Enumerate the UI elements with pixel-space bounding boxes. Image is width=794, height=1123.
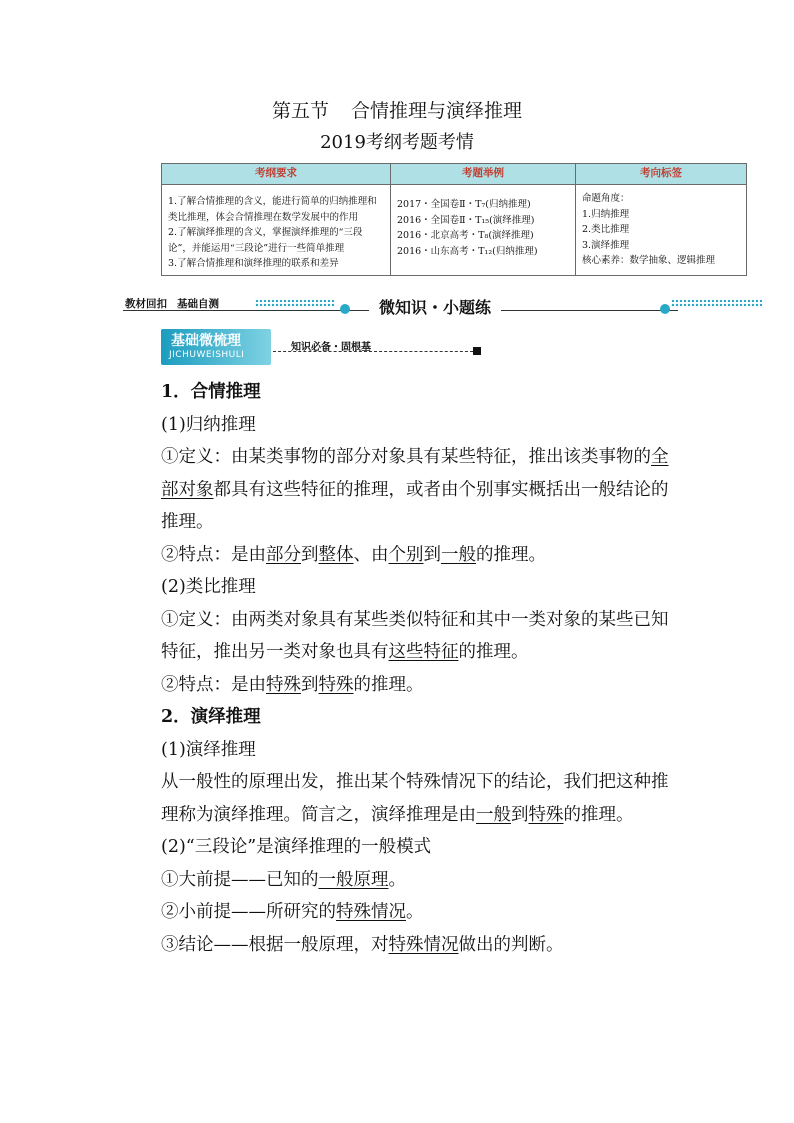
table-header: 考向标签 (576, 164, 747, 185)
underlined-term: 这些特征 (388, 642, 459, 662)
table-header-row (162, 164, 747, 185)
text: 。 (406, 902, 424, 922)
table-cell-requirements (162, 185, 391, 276)
text: 的推理。 (476, 544, 546, 565)
example-item: 2016・全国卷Ⅱ・T₁₅(演绎推理) (397, 214, 535, 226)
text: 的推理。 (563, 804, 634, 825)
requirement-item: 2.了解演绎推理的含义，掌握演绎推理的“三段论”，并能运用“三段论”进行一些简单推理 (168, 227, 363, 254)
text: 、由 (353, 544, 389, 565)
underlined-term: 特殊 (528, 804, 564, 825)
induction-feature (161, 539, 681, 572)
example-item: 2017・全国卷Ⅱ・T₇(归纳推理) (397, 199, 531, 210)
table-header: 考题举例 (391, 164, 576, 185)
banner-title: 微知识・小题练 (369, 295, 501, 318)
underlined-term: 整体 (318, 544, 354, 565)
circle-decoration (660, 304, 670, 314)
tag-item: 3.演绎推理 (582, 239, 630, 251)
text: ①定义：由两类对象具有某些类似特征和其中一类对象的某些已知特征，推出另一类对象也具有 (161, 609, 669, 662)
section-name: 合情推理与演绎推理 (351, 100, 523, 122)
underlined-term: 一般 (476, 804, 511, 825)
dot-pattern-decoration (255, 299, 335, 308)
text: 到 (301, 674, 319, 695)
section-number: 第五节 (271, 100, 329, 122)
subsection-tag (161, 329, 491, 367)
induction-definition (161, 441, 681, 539)
underlined-term: 特殊 (318, 674, 354, 695)
square-bullet-icon (473, 347, 481, 355)
subheading-induction: (1)归纳推理 (161, 414, 256, 435)
section-banner (123, 292, 678, 322)
text: 。 (388, 869, 406, 890)
page-title (0, 96, 794, 123)
analogy-definition (161, 604, 681, 669)
heading-deductive: 2．演绎推理 (161, 707, 261, 727)
syllogism-major (161, 864, 681, 897)
subheading-syllogism: (2)“三段论”是演绎推理的一般模式 (161, 837, 432, 857)
analogy-feature (161, 669, 681, 702)
tag-item: 2.类比推理 (582, 224, 630, 235)
text: 做出的判断。 (458, 934, 564, 955)
underlined-term: 全部对象 (161, 447, 669, 500)
banner-left-label (125, 296, 219, 311)
underlined-term: 个别 (388, 544, 424, 565)
tag-side-label: 知识必备・固根基 (291, 342, 371, 353)
text: 的推理。 (458, 642, 529, 662)
example-item: 2016・山东高考・T₁₂(归纳推理) (397, 245, 538, 257)
syllogism-minor (161, 896, 681, 929)
tag-item: 1.归纳推理 (582, 208, 630, 220)
text: ②小前提——所研究的 (161, 902, 336, 922)
text: 到 (301, 544, 319, 565)
circle-decoration (340, 304, 350, 314)
example-item: 2016・北京高考・T₈(演绎推理) (397, 230, 534, 241)
page-subtitle: 2019考纲考题考情 (320, 132, 474, 153)
underlined-term: 特殊情况 (388, 934, 459, 955)
tag-item: 核心素养：数学抽象、逻辑推理 (582, 255, 716, 266)
dashed-rule (273, 351, 473, 352)
deduction-text (161, 766, 681, 831)
underlined-term: 特殊情况 (336, 902, 406, 922)
table-row (162, 185, 747, 276)
heading-inductive-analogical: 1．合情推理 (161, 382, 261, 402)
table-cell-tags (576, 185, 747, 276)
text: ①大前提——已知的 (161, 869, 319, 890)
underlined-term: 一般 (441, 544, 476, 565)
subheading-analogy: (2)类比推理 (161, 577, 256, 597)
underlined-term: 特殊 (266, 674, 301, 695)
tag-item: 命题角度： (582, 193, 630, 204)
text: 到 (423, 544, 441, 565)
tag-pinyin: JICHUWEISHULI (169, 350, 245, 360)
banner-label-1: 教材回扣 (125, 298, 167, 310)
requirement-item: 3.了解合情推理和演绎推理的联系和差异 (168, 258, 339, 269)
syllabus-table (161, 163, 747, 276)
text: ②特点：是由 (161, 674, 266, 695)
dot-pattern-decoration (671, 299, 763, 308)
underlined-term: 一般原理 (318, 869, 389, 890)
banner-label-2: 基础自测 (177, 298, 219, 310)
text: ②特点：是由 (161, 544, 266, 565)
text: ③结论——根据一般原理，对 (161, 934, 389, 955)
text: 的推理。 (353, 674, 424, 695)
table-cell-examples (391, 185, 576, 276)
main-content (161, 376, 681, 961)
syllogism-conclusion (161, 929, 681, 962)
requirement-item: 1.了解合情推理的含义，能进行简单的归纳推理和类比推理，体会合情推理在数学发展中的作用 (168, 196, 377, 223)
text: ①定义：由某类事物的部分对象具有某些特征，推出该类事物的 (161, 447, 651, 467)
table-header: 考纲要求 (162, 164, 391, 185)
tag-title: 基础微梳理 (171, 333, 241, 349)
subheading-deduction: (1)演绎推理 (161, 739, 256, 760)
text: 都具有这些特征的推理，或者由个别事实概括出一般结论的推理。 (161, 479, 669, 532)
text: 到 (511, 804, 529, 825)
text: 从一般性的原理出发，推出某个特殊情况下的结论，我们把这种推理称为演绎推理。简言之，演绎推理是由 (161, 772, 669, 825)
underlined-term: 部分 (266, 544, 301, 565)
